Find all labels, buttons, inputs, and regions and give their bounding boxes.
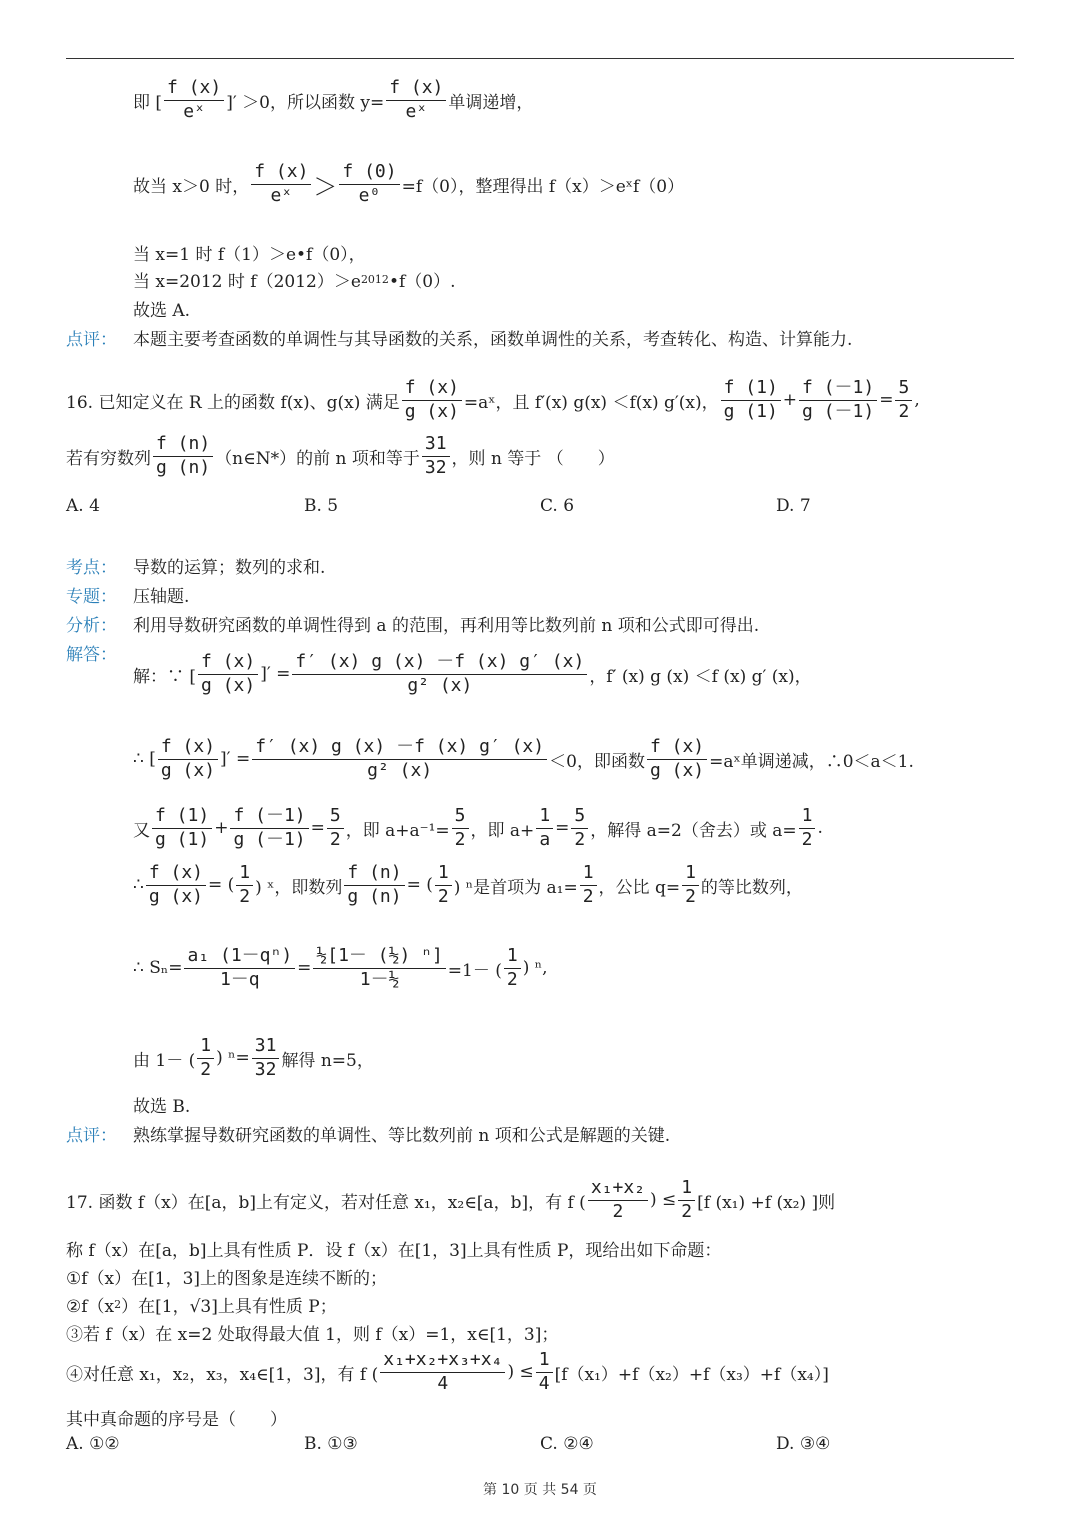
p17-question-line-1: 17. 函数 f（x）在[a，b]上有定义，若对任意 x₁，x₂∈[a，b]，有 f ( $\frac{\text{x₁+x₂}}{2}$ ) ≤ $\frac{1}{2}$ [f (x₁) +f (x₂) ]则 [66,1177,836,1222]
p17-statement-4: ④对任意 x₁，x₂，x₃，x₄∈[1，3]，有 f ( $\frac{\text{x₁+x₂+x₃+x₄}}{4}$ ) ≤ $\frac{1}{4}$ [f（x₁）+f（x₂）+f（x₃）+f（x₄）] [66,1349,829,1394]
fraction: $\frac{31}{32}$ [422,434,450,478]
fraction: $\frac{f (x)}{g (x)}$ [198,652,258,696]
p15-line-4: 当 x=2012 时 f（2012）＞e 2012 •f（0）. [133,272,456,292]
page-footer: 第 10 页 共 54 页 [483,1482,597,1498]
fraction: $\frac{f (x)}{\text{eˣ}}$ [386,78,446,122]
solution-step-4: ∴ $\frac{f (x)}{g (x)}$ = ( $\frac{1}{2}$ ) ˣ，即数列 $\frac{f (n)}{g (n)}$ = ( $\frac{1}{2}$ ) ⁿ是首项为 a₁= $\frac{1}{2}$ ，公比 q= $\frac{1}{2}$ 的等比数列， [133,862,803,907]
fraction: $\frac{f (-1)}{g (-1)}$ [799,378,877,422]
fraction: $\frac{f (-1)}{g (-1)}$ [230,806,308,850]
fraction: $\frac{5}{2}$ [895,378,912,422]
p16-option-d: D. 7 [776,496,811,516]
fraction: $\frac{\text{x₁+x₂+x₃+x₄}}{4}$ [380,1350,505,1394]
p15-line-2: 故当 x＞0 时， $\frac{f (x)}{\text{eˣ}}$ ＞ $\frac{f (0)}{\text{e⁰}}$ =f（0），整理得出 f（x）＞eˣf（0） [133,161,685,206]
p17-question-line-2: 称 f（x）在[a，b]上具有性质 P．设 f（x）在[1，3]上具有性质 P，现给出如下命题： [66,1241,722,1261]
fraction: $\frac{1}{2}$ [236,863,253,907]
fraction: $\frac{31}{32}$ [252,1036,280,1080]
fraction: $\frac{1}{2}$ [678,1178,695,1222]
p16-question-line-2: 若有穷数列 $\frac{f (n)}{g (n)}$ （n∈N*）的前 n 项和等于 $\frac{31}{32}$ ，则 n 等于 （ ） [66,433,615,478]
zhuanti-label: 专题： [66,587,117,607]
p16-question-line-1: 16. 已知定义在 R 上的函数 f(x)、g(x) 满足 $\frac{f (x)}{g (x)}$ =aˣ，且 f′(x) g(x) ＜f(x) g′(x)， $\frac{f (1)}{g (1)}$ + $\frac{f (-1)}{g (-1)}$ = $\frac{5}{2}$ , [66,377,920,422]
fraction: $\frac{1}{2}$ [197,1036,214,1080]
p15-line-5: 故选 A. [133,301,191,321]
fraction: $\frac{\text{½[1－ (½) ⁿ]}}{\text{1－½}}$ [313,946,445,990]
comment-label: 点评： [66,1126,117,1146]
fraction: $\frac{1}{2}$ [435,863,452,907]
fraction: $\frac{f (x)}{g (x)}$ [647,737,707,781]
p17-option-d: D. ③④ [776,1434,831,1454]
fraction: $\frac{f (x)}{g (x)}$ [146,863,206,907]
fraction: $\frac{1}{2}$ [682,863,699,907]
fraction: $\frac{f (x)}{\text{eˣ}}$ [251,162,311,206]
p15-comment: 本题主要考查函数的单调性与其导函数的关系，函数单调性的关系，考查转化、构造、计算能力. [133,330,853,350]
p17-statement-2: ②f（x 2 ）在[1，√3]上具有性质 P； [66,1297,337,1317]
solution-conclusion: 故选 B. [133,1097,191,1117]
fraction: $\frac{1}{4}$ [536,1350,553,1394]
fenxi-text: 利用导数研究函数的单调性得到 a 的范围，再利用等比数列前 n 项和公式即可得出. [133,616,760,636]
fraction: $\frac{f' (x) g (x) -f (x) g' (x)}{\text{g² (x)}}$ [252,737,547,781]
kaodian-text: 导数的运算；数列的求和. [133,558,326,578]
jieda-label: 解答： [66,645,117,665]
fraction: $\frac{f (x)}{g (x)}$ [402,378,462,422]
fraction: $\frac{1}{2}$ [799,806,816,850]
p15-line-3: 当 x=1 时 f（1）＞e•f（0）， [133,245,366,265]
solution-step-1: 解：∵ [ $\frac{f (x)}{g (x)}$ ]′ = $\frac{f' (x) g (x) -f (x) g' (x)}{\text{g² (x)}}$ ，f′ (x) g (x) ＜f (x) g′ (x)， [133,651,812,696]
fraction: $\frac{f (0)}{\text{e⁰}}$ [339,162,399,206]
fraction: $\frac{\text{a₁ (1－qⁿ)}}{1-q}$ [184,946,295,990]
fraction: $\frac{f (1)}{g (1)}$ [152,806,212,850]
p16-option-b: B. 5 [304,496,339,516]
p17-statement-3: ③若 f（x）在 x=2 处取得最大值 1，则 f（x）=1，x∈[1，3]； [66,1325,559,1345]
solution-step-2: ∴ [ $\frac{f (x)}{g (x)}$ ]′ = $\frac{f' (x) g (x) -f (x) g' (x)}{\text{g² (x)}}$ ＜0，即函数 $\frac{f (x)}{g (x)}$ =aˣ单调递减，∴0＜a＜1. [133,736,914,781]
top-rule [66,58,1014,59]
solution-step-3: 又 $\frac{f (1)}{g (1)}$ + $\frac{f (-1)}{g (-1)}$ = $\frac{5}{2}$ ，即 a+a⁻¹= $\frac{5}{2}$ ，即 a+ $\frac{1}{a}$ = $\frac{5}{2}$ ，解得 a=2（舍去）或 a= $\frac{1}{2}$ . [133,805,823,850]
p17-option-c: C. ②④ [540,1434,594,1454]
fraction: $\frac{1}{2}$ [580,863,597,907]
fenxi-label: 分析： [66,616,117,636]
fraction: $\frac{1}{2}$ [504,946,521,990]
fraction: $\frac{f (n)}{g (n)}$ [153,434,213,478]
fraction: $\frac{1}{a}$ [536,806,553,850]
p17-option-a: A. ①② [66,1434,120,1454]
fraction: $\frac{f (x)}{\text{eˣ}}$ [164,78,224,122]
p17-option-b: B. ①③ [304,1434,358,1454]
p16-comment: 熟练掌握导数研究函数的单调性、等比数列前 n 项和公式是解题的关键. [133,1126,671,1146]
fraction: $\frac{f (x)}{g (x)}$ [158,737,218,781]
solution-step-6: 由 1－ ( $\frac{1}{2}$ ) ⁿ= $\frac{31}{32}$ 解得 n=5， [133,1035,374,1080]
fraction: $\frac{f' (x) g (x) -f (x) g' (x)}{\text{g² (x)}}$ [292,652,587,696]
fraction: $\frac{5}{2}$ [452,806,469,850]
comment-label: 点评： [66,330,117,350]
p16-option-c: C. 6 [540,496,575,516]
zhuanti-text: 压轴题. [133,587,190,607]
p15-line-1: 即 [ $\frac{f (x)}{\text{eˣ}}$ ]′ ＞0，所以函数 y= $\frac{f (x)}{\text{eˣ}}$ 单调递增， [133,77,534,122]
kaodian-label: 考点： [66,558,117,578]
fraction: $\frac{f (n)}{g (n)}$ [344,863,404,907]
p16-option-a: A. 4 [66,496,100,516]
fraction: $\frac{5}{2}$ [327,806,344,850]
solution-step-5: ∴ Sₙ= $\frac{\text{a₁ (1－qⁿ)}}{1-q}$ = $\frac{\text{½[1－ (½) ⁿ]}}{\text{1－½}}$ =1－ ( $\frac{1}{2}$ ) ⁿ, [133,945,548,990]
fraction: $\frac{f (1)}{g (1)}$ [721,378,781,422]
fraction: $\frac{5}{2}$ [571,806,588,850]
p17-statement-1: ①f（x）在[1，3]上的图象是连续不断的； [66,1269,388,1289]
fraction: $\frac{\text{x₁+x₂}}{2}$ [588,1178,648,1222]
p17-ask: 其中真命题的序号是（ ） [66,1410,287,1430]
